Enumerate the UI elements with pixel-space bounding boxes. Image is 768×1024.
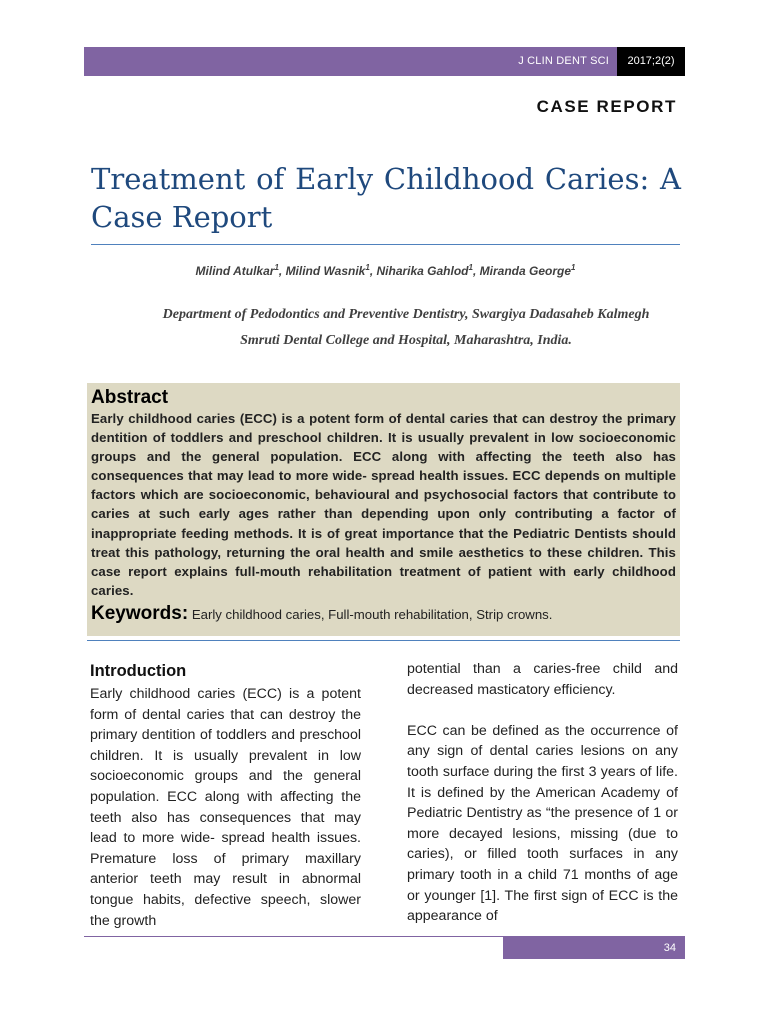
body-paragraph: potential than a caries-free child and decreased masticatory efficiency. <box>407 661 678 698</box>
journal-name: J CLIN DENT SCI <box>518 55 609 67</box>
author-name: Miranda George <box>479 264 571 278</box>
affiliation-line: Smruti Dental College and Hospital, Maharashtra, India. <box>240 333 572 348</box>
abstract-box <box>87 383 680 636</box>
author-name: Milind Atulkar <box>195 264 275 278</box>
affiliation-line: Department of Pedodontics and Preventive Dentistry, Swargiya Dadasaheb Kalmegh <box>162 307 650 322</box>
author-name: Milind Wasnik <box>285 264 366 278</box>
abstract-heading: Abstract <box>91 387 169 408</box>
article-title: Treatment of Early Childhood Caries: A Case Report <box>91 162 681 234</box>
author-affiliation-mark: 1 <box>274 263 279 272</box>
keywords-text: Early childhood caries, Full-mouth rehabilitation, Strip crowns. <box>191 606 553 622</box>
body-paragraph: ECC can be defined as the occurrence of any sign of dental caries lesions on any tooth surface during the first 3 years of life. It is defined by the American Academy of Pediatric Dentistry as “the presence of 1 or more decayed lesions, missing (due to caries), or filled tooth surfaces in any primary tooth in a child 71 months of age or younger [1]. The first sign of ECC is the appearance of <box>407 722 678 925</box>
abstract-text: Early childhood caries (ECC) is a potent form of dental caries that can destroy the primary dentition of toddlers and preschool children. It is usually prevalent in low socioeconomic groups and the general population. ECC along with affecting the teeth also has consequences that may lead to more wide- spread health issues. ECC depends on multiple factors which are socioeconomic, behavioural and psychosocial factors that contribute to caries at such early ages rather than depending upon only contributing a factor of inappropriate feeding methods. It is of great importance that the Pediatric Dentists should treat this pathology, returning the oral health and smile aesthetics to these children. This case report explains full-mouth rehabilitation treatment of patient with early childhood caries. <box>91 411 676 598</box>
keywords-label: Keywords <box>91 602 182 624</box>
author-list: Milind Atulkar$^1$, Milind Wasnik$^1$, Niharika Gahlod$^1$, Miranda George$^1$ <box>195 263 576 278</box>
author-name: Niharika Gahlod <box>376 264 469 278</box>
abstract-divider <box>87 640 680 641</box>
body-column-left <box>90 660 361 931</box>
author-affiliation-mark: 1 <box>571 263 576 272</box>
keywords-line: Keywords: Early childhood caries, Full-mouth rehabilitation, Strip crowns. <box>91 602 553 624</box>
introduction-paragraph: Early childhood caries (ECC) is a potent form of dental caries that can destroy the primary dentition of toddlers and preschool children. It is usually prevalent in low socioeconomic groups and the general population. ECC along with affecting the teeth also has consequences that may lead to more wide- spread health issues. Premature loss of primary maxillary anterior teeth may result in abnormal tongue habits, defective speech, slower the growth <box>90 686 361 929</box>
journal-issue: 2017;2(2) <box>617 47 685 76</box>
affiliation <box>120 302 692 354</box>
author-affiliation-mark: 1 <box>365 263 370 272</box>
page-number: 34 <box>503 937 685 959</box>
introduction-heading: Introduction <box>90 662 187 680</box>
article-type-label: CASE REPORT <box>536 97 677 116</box>
body-column-right <box>407 659 678 927</box>
title-divider <box>91 244 680 245</box>
author-affiliation-mark: 1 <box>468 263 473 272</box>
